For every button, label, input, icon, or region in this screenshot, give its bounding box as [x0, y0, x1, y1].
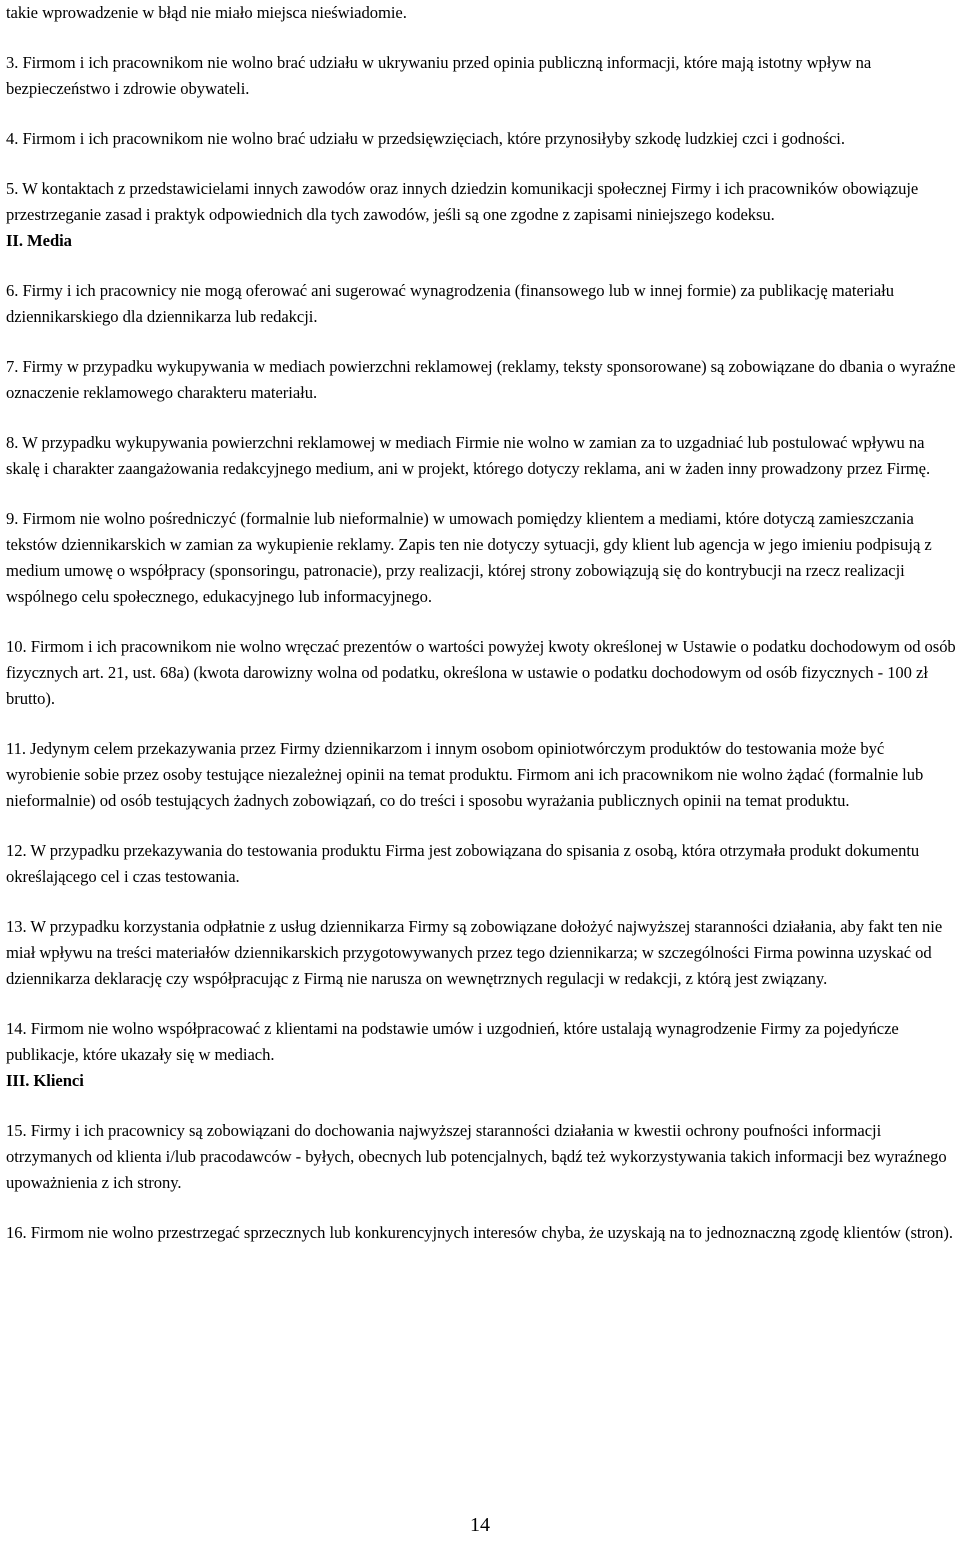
point-5: 5. W kontaktach z przedstawicielami innych zawodów oraz innych dziedzin komunikacji społecznej Firmy i ich pracowników obowiązuje przestrzeganie zasad i praktyk odpowiednich dla tych zawodów, jeśli są one zgodne z zapisami niniejszego kodeksu.	[6, 179, 919, 224]
point-8: 8. W przypadku wykupywania powierzchni reklamowej w mediach Firmie nie wolno w zamian za to uzgadniać lub postulować wpływu na skalę i charakter zaangażowania redakcyjnego medium, ani w projekt, którego dotyczy reklama, ani w żaden inny prowadzony przez Firmę.	[6, 433, 931, 478]
point-9: 9. Firmom nie wolno pośredniczyć (formalnie lub nieformalnie) w umowach pomiędzy klientem a mediami, które dotyczą zamieszczania tekstów dziennikarskich w zamian za wykupienie reklamy. Zapis ten nie dotyczy sytuacji, gdy klient lub agencja w jego imieniu podpisują z medium umowę o współpracy (sponsoringu, patronacie), przy realizacji, której strony zobowiązują się do kontrybucji na rzecz realizacji wspólnego celu społecznego, edukacyjnego lub informacyjnego.	[6, 509, 932, 606]
point-15: 15. Firmy i ich pracownicy są zobowiązani do dochowania najwyższej staranności działania w kwestii ochrony poufności informacji otrzymanych od klienta i/lub pracodawców - byłych, obecnych lub potencjalnych, bądź też wykorzystywania takich informacji bez wyraźnego upoważnienia z ich strony.	[6, 1121, 947, 1192]
point-7: 7. Firmy w przypadku wykupywania w mediach powierzchni reklamowej (reklamy, teksty sponsorowane) są zobowiązane do dbania o wyraźne oznaczenie reklamowego charakteru materiału.	[6, 357, 956, 402]
document-page	[6, 0, 958, 1270]
page-number: 14	[470, 1514, 490, 1536]
point-3: 3. Firmom i ich pracownikom nie wolno brać udziału w ukrywaniu przed opinia publiczną informacji, które mają istotny wpływ na bezpieczeństwo i zdrowie obywateli.	[6, 53, 872, 98]
point-11: 11. Jedynym celem przekazywania przez Firmy dziennikarzom i innym osobom opiniotwórczym produktów do testowania może być wyrobienie sobie przez osoby testujące niezależnej opinii na temat produktu. Firmom ani ich pracownikom nie wolno żądać (formalnie lub nieformalnie) od osób testujących żadnych zobowiązań, co do treści i sposobu wyrażania publicznych opinii na temat produktu.	[6, 739, 924, 810]
section-heading-media: II. Media	[6, 231, 72, 250]
point-10: 10. Firmom i ich pracownikom nie wolno wręczać prezentów o wartości powyżej kwoty określonej w Ustawie o podatku dochodowym od osób fizycznych art. 21, ust. 68a) (kwota darowizny wolna od podatku, określona w ustawie o podatku dochodowym od osób fizycznych - 100 zł brutto).	[6, 637, 956, 708]
point-4: 4. Firmom i ich pracownikom nie wolno brać udziału w przedsięwzięciach, które przynosiłyby szkodę ludzkiej czci i godności.	[6, 129, 845, 148]
point-16: 16. Firmom nie wolno przestrzegać sprzecznych lub konkurencyjnych interesów chyba, że uzyskają na to jednoznaczną zgodę klientów (stron).	[6, 1223, 953, 1242]
section-heading-klienci: III. Klienci	[6, 1071, 84, 1090]
point-12: 12. W przypadku przekazywania do testowania produktu Firma jest zobowiązana do spisania z osobą, która otrzymała produkt dokumentu określającego cel i czas testowania.	[6, 841, 920, 886]
point-14: 14. Firmom nie wolno współpracować z klientami na podstawie umów i uzgodnień, które ustalają wynagrodzenie Firmy za pojedyńcze publikacje, które ukazały się w mediach.	[6, 1019, 899, 1064]
point-6: 6. Firmy i ich pracownicy nie mogą oferować ani sugerować wynagrodzenia (finansowego lub w innej formie) za publikację materiału dziennikarskiego dla dziennikarza lub redakcji.	[6, 281, 894, 326]
intro-line: takie wprowadzenie w błąd nie miało miejsca nieświadomie.	[6, 3, 407, 22]
point-13: 13. W przypadku korzystania odpłatnie z usług dziennikarza Firmy są zobowiązane dołożyć najwyższej staranności działania, aby fakt ten nie miał wpływu na treści materiałów dziennikarskich przygotowywanych przez tego dziennikarza; w szczególności Firma powinna uzyskać od dziennikarza deklarację czy współpracując z Firmą nie narusza on wewnętrznych regulacji w redakcji, z którą jest związany.	[6, 917, 943, 988]
